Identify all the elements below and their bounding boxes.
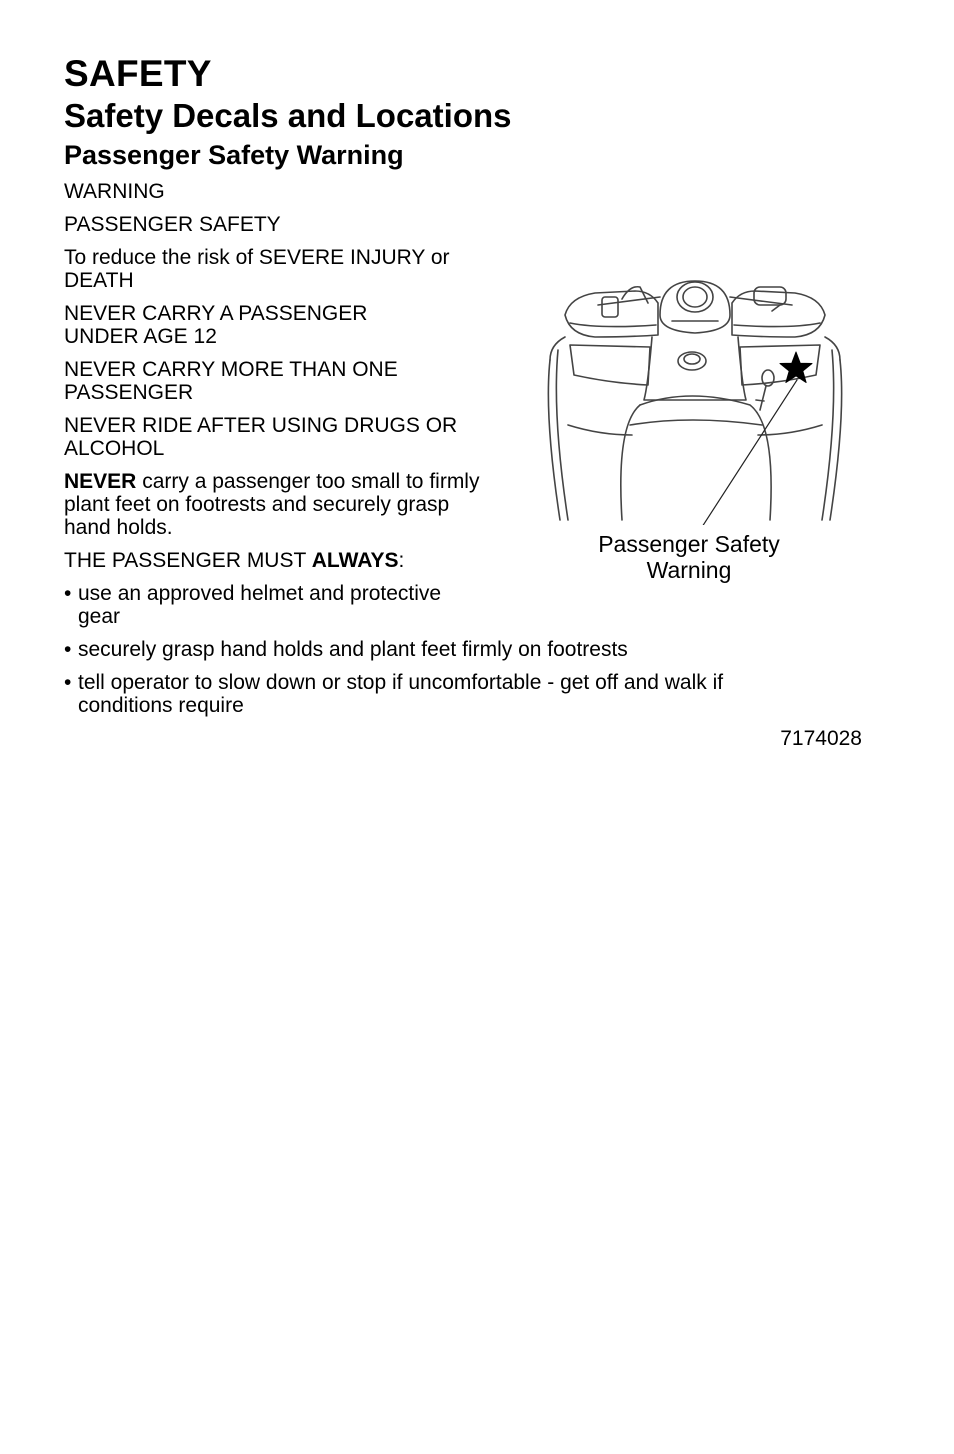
bullet-item [64, 638, 824, 661]
bullet-text: tell operator to slow down or stop if uncomfortable - get off and walk if conditions require [78, 671, 724, 717]
decal-size-rule-bold: NEVER [64, 470, 137, 493]
decal-drugs-rule: NEVER RIDE AFTER USING DRUGS OR ALCOHOL [64, 414, 458, 460]
page-subtitle: Passenger Safety Warning [64, 140, 404, 170]
figure-caption: Passenger Safety Warning [598, 531, 780, 583]
bullet-item [64, 582, 488, 628]
decal-warning: WARNING [64, 180, 165, 203]
bullet-text: securely grasp hand holds and plant feet firmly on footrests [78, 638, 628, 661]
bullet-dot: • [64, 671, 72, 694]
star-icon [780, 352, 812, 383]
bullet-item [64, 671, 798, 717]
page-title: Safety Decals and Locations [64, 97, 512, 134]
atv-line-drawing [540, 275, 855, 525]
decal-must-bold: ALWAYS [311, 549, 399, 572]
decal-age-rule: NEVER CARRY A PASSENGER UNDER AGE 12 [64, 302, 368, 348]
decal-wide-bullets [64, 638, 824, 717]
decal-size-rule [64, 470, 494, 539]
decal-one-passenger-rule: NEVER CARRY MORE THAN ONE PASSENGER [64, 358, 398, 404]
section-heading: SAFETY [64, 53, 212, 94]
decal-must-always [64, 549, 494, 572]
decal-risk-statement: To reduce the risk of SEVERE INJURY or DEATH [64, 246, 450, 292]
bullet-text: use an approved helmet and protective gear [78, 582, 442, 628]
bullet-dot: • [64, 582, 72, 605]
decal-part-number: 7174028 [780, 727, 862, 750]
decal-passenger-safety: PASSENGER SAFETY [64, 213, 281, 236]
atv-rear-illustration [540, 275, 855, 525]
decal-must-prefix: THE PASSENGER MUST [64, 549, 312, 572]
bullet-dot: • [64, 638, 72, 661]
decal-size-rule-text: carry a passenger too small to firmly plant feet on footrests and securely grasp hand holds. [64, 470, 480, 539]
decal-must-suffix: : [398, 549, 405, 572]
decal-text-column [64, 180, 494, 628]
